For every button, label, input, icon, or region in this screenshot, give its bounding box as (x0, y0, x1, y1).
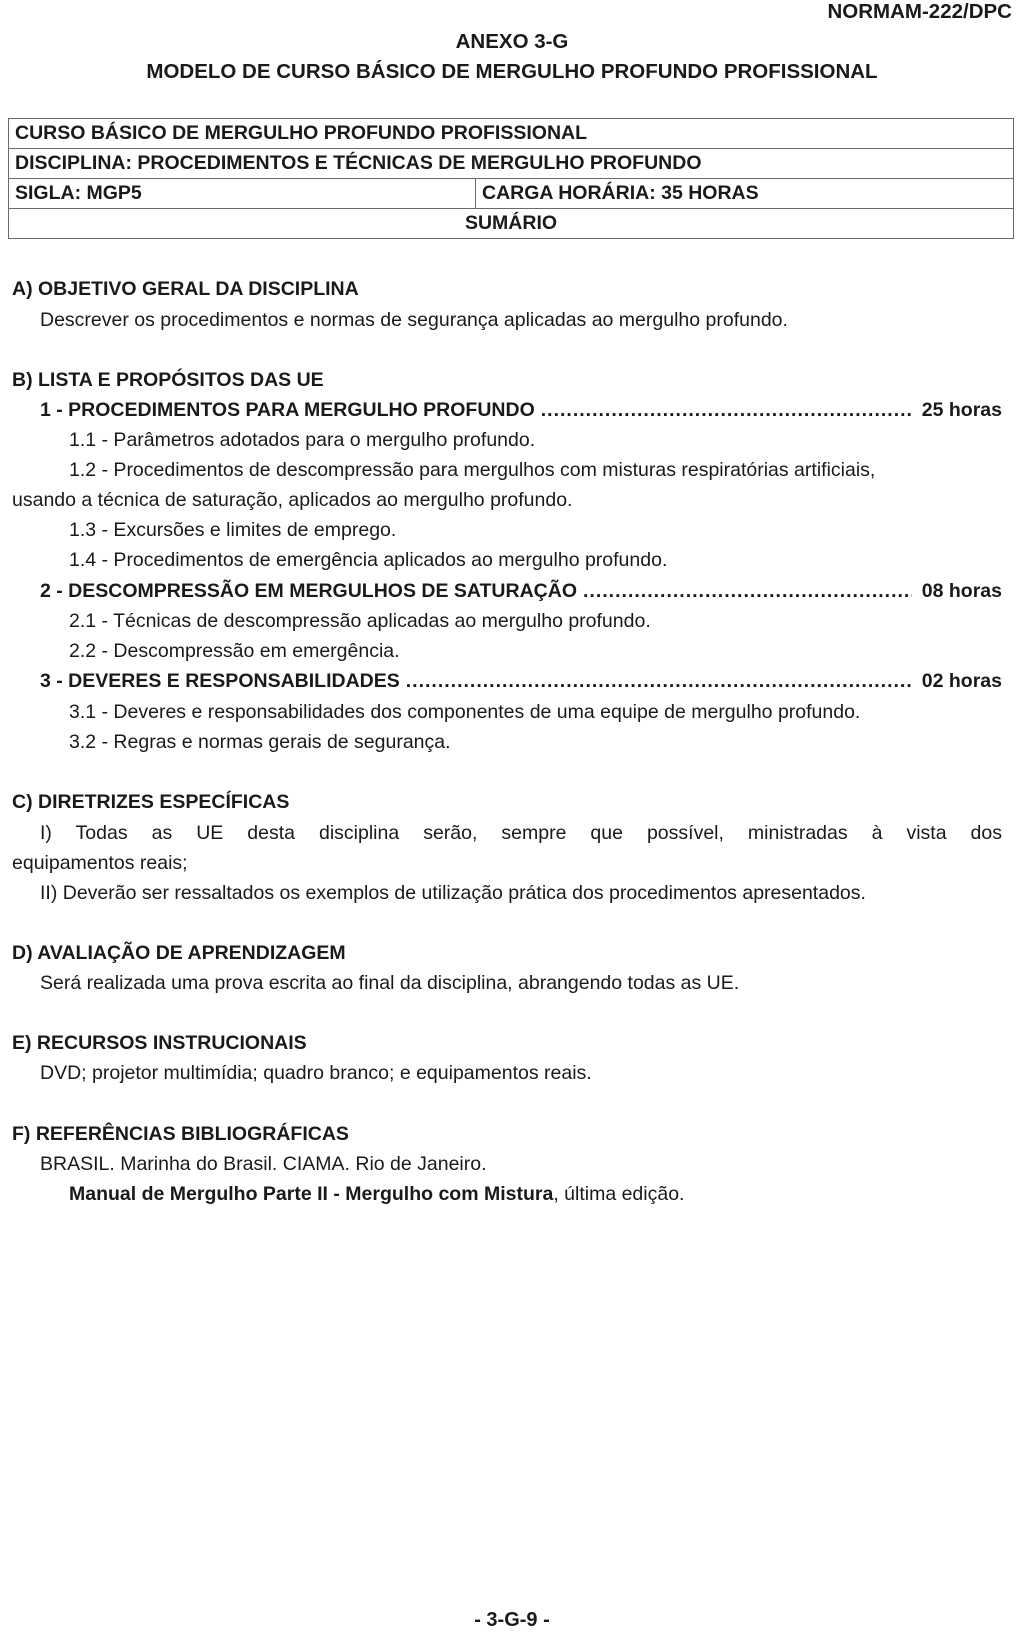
reference-line-1: BRASIL. Marinha do Brasil. CIAMA. Rio de Janeiro. (40, 1153, 487, 1175)
unit-3-item: 3.2 - Regras e normas gerais de segurança. (69, 731, 451, 753)
section-d-text: Será realizada uma prova escrita ao final da disciplina, abrangendo todas as UE. (40, 972, 740, 994)
leader-dots (541, 395, 912, 425)
code-cell: SIGLA: MGP5 (9, 179, 476, 209)
section-a-text: Descrever os procedimentos e normas de segurança aplicadas ao mergulho profundo. (40, 309, 788, 331)
unit-1-item-continued: usando a técnica de saturação, aplicados ao mergulho profundo. (12, 489, 573, 511)
section-b-heading: B) LISTA E PROPÓSITOS DAS UE (12, 369, 324, 391)
leader-dots (583, 576, 912, 606)
unit-1-title: 1 - PROCEDIMENTOS PARA MERGULHO PROFUNDO (40, 399, 535, 421)
workload-cell: CARGA HORÁRIA: 35 HORAS (476, 179, 1014, 209)
section-e-text: DVD; projetor multimídia; quadro branco; e equipamentos reais. (40, 1062, 592, 1084)
course-info-table (8, 118, 1014, 239)
unit-1-item: 1.4 - Procedimentos de emergência aplicados ao mergulho profundo. (69, 549, 668, 571)
unit-2-title: 2 - DESCOMPRESSÃO EM MERGULHOS DE SATURAÇÃO (40, 580, 578, 602)
discipline-cell: DISCIPLINA: PROCEDIMENTOS E TÉCNICAS DE MERGULHO PROFUNDO (9, 149, 1014, 179)
unit-1-hours: 25 horas (921, 399, 1002, 421)
reference-edition: , última edição. (553, 1183, 685, 1205)
unit-1-item: 1.3 - Excursões e limites de emprego. (69, 519, 397, 541)
section-d-heading: D) AVALIAÇÃO DE APRENDIZAGEM (12, 942, 346, 964)
unit-1-item: 1.2 - Procedimentos de descompressão para mergulhos com misturas respiratórias artificiais, (69, 459, 876, 481)
section-a-heading: A) OBJETIVO GERAL DA DISCIPLINA (12, 278, 359, 300)
section-e-heading: E) RECURSOS INSTRUCIONAIS (12, 1032, 307, 1054)
unit-2-hours: 08 horas (921, 580, 1002, 602)
unit-2-item: 2.1 - Técnicas de descompressão aplicadas ao mergulho profundo. (69, 610, 651, 632)
course-name-cell: CURSO BÁSICO DE MERGULHO PROFUNDO PROFISSIONAL (9, 119, 1014, 149)
unit-2-item: 2.2 - Descompressão em emergência. (69, 640, 400, 662)
page-number: - 3-G-9 - (474, 1609, 550, 1631)
reference-title: Manual de Mergulho Parte II - Mergulho com Mistura (69, 1183, 554, 1205)
leader-dots (406, 666, 912, 696)
unit-3-hours: 02 horas (921, 670, 1002, 692)
section-f-heading: F) REFERÊNCIAS BIBLIOGRÁFICAS (12, 1123, 349, 1145)
guideline-2: II) Deverão ser ressaltados os exemplos de utilização prática dos procedimentos apresentados. (40, 882, 866, 904)
reference-line-2 (69, 1179, 684, 1209)
unit-3-title: 3 - DEVERES E RESPONSABILIDADES (40, 670, 400, 692)
guideline-1-continued: equipamentos reais; (12, 852, 188, 874)
section-c-heading: C) DIRETRIZES ESPECÍFICAS (12, 791, 290, 813)
annex-label: ANEXO 3-G (455, 30, 569, 53)
guideline-1: I) Todas as UE desta disciplina serão, sempre que possível, ministradas à vista dos (40, 822, 1002, 844)
unit-3-item: 3.1 - Deveres e responsabilidades dos componentes de uma equipe de mergulho profundo. (69, 701, 861, 723)
summary-cell: SUMÁRIO (9, 209, 1014, 239)
model-title: MODELO DE CURSO BÁSICO DE MERGULHO PROFUNDO PROFISSIONAL (146, 60, 878, 83)
unit-1-item: 1.1 - Parâmetros adotados para o mergulho profundo. (69, 429, 536, 451)
unit-2-row (40, 576, 1002, 606)
document-code: NORMAM-222/DPC (827, 0, 1012, 23)
unit-1-row (40, 395, 1002, 425)
unit-3-row (40, 666, 1002, 696)
